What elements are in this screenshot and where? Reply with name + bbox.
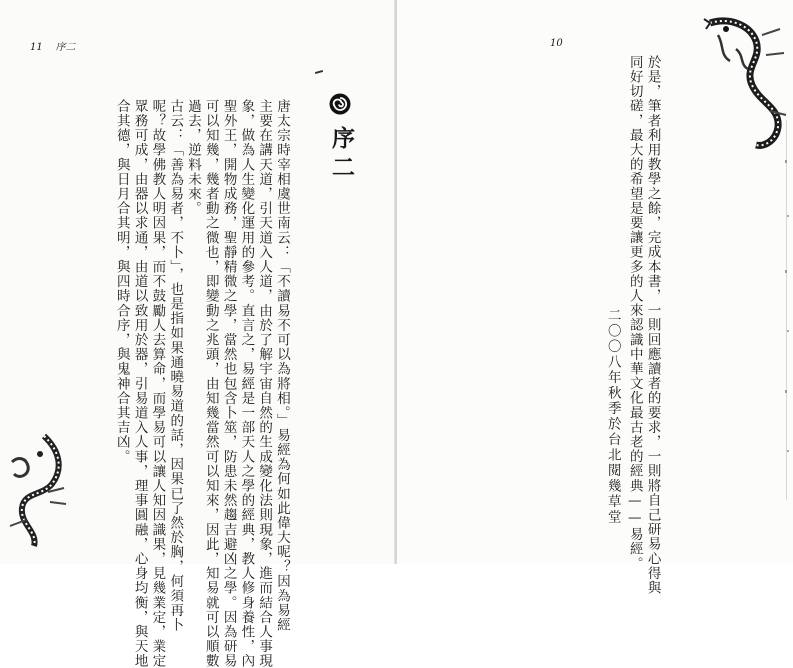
section-heading	[325, 92, 355, 184]
text-column: 同好切磋，最大的希望是要讓更多的人來認識中華文化最古老的經典——易經。	[626, 55, 643, 571]
left-page-folio	[30, 38, 75, 53]
left-page	[0, 0, 396, 668]
text-column: 過去，逆料未來。	[184, 99, 201, 216]
preface-body	[112, 99, 290, 668]
text-column: 唐太宗時宰相虞世南云：「不讀易不可以為將相。」易經為何如此偉大呢？因為易經	[273, 99, 290, 633]
page-number-left: 11	[30, 42, 43, 53]
text-column: 眾務可成，由器以求通，由道以致用於器，引易道入人事，理事圓融，心身均衡，與天地	[131, 99, 148, 668]
signature-line: 二〇〇八年秋季於台北閱幾草堂	[604, 308, 621, 525]
text-column: 古云：「善為易者，不卜」，也是指如果通曉易道的話，因果已了然於胸，何須再卜	[167, 99, 184, 633]
spiral-ornament-icon	[328, 92, 352, 116]
text-column: 於是，筆者利用教學之餘，完成本書，一則回應讀者的要求，一則將自己研易心得與	[644, 55, 661, 596]
text-column: 主要在講天道，引天道入人道，由於了解宇宙自然的生成變化法則現象，進而結合人事現	[256, 99, 273, 668]
closing-body	[625, 55, 661, 595]
text-column: 呢？故學佛教人明因果，而不鼓勵人去算命，而學易可以讓人知因識果，見幾業定，業定	[149, 99, 166, 668]
text-column: 聖外王，開物成務，聖靜精微之學，當然也包含卜筮，防患未然趨吉避凶之學。因為研易	[220, 99, 237, 668]
text-column: 可以知幾，幾者動之微也，即變動之兆頭，由知幾當然可以知來，因此，知易就可以順數	[202, 99, 219, 668]
ink-mark	[315, 70, 323, 74]
running-head-left: 序二	[55, 42, 76, 53]
page-edge-texture	[782, 120, 792, 500]
text-column: 合其德，與日月合其明，與四時合序，與鬼神合其吉凶。	[113, 99, 130, 464]
dragon-illustration	[4, 432, 74, 550]
section-title: 序二	[328, 126, 354, 184]
dragon-illustration	[700, 15, 788, 150]
page-number-right: 10	[550, 38, 563, 49]
text-column: 象，做為人生變化運用的參考。直言之，易經是一部天人之學的經典，教人修身養性，內	[238, 99, 255, 668]
